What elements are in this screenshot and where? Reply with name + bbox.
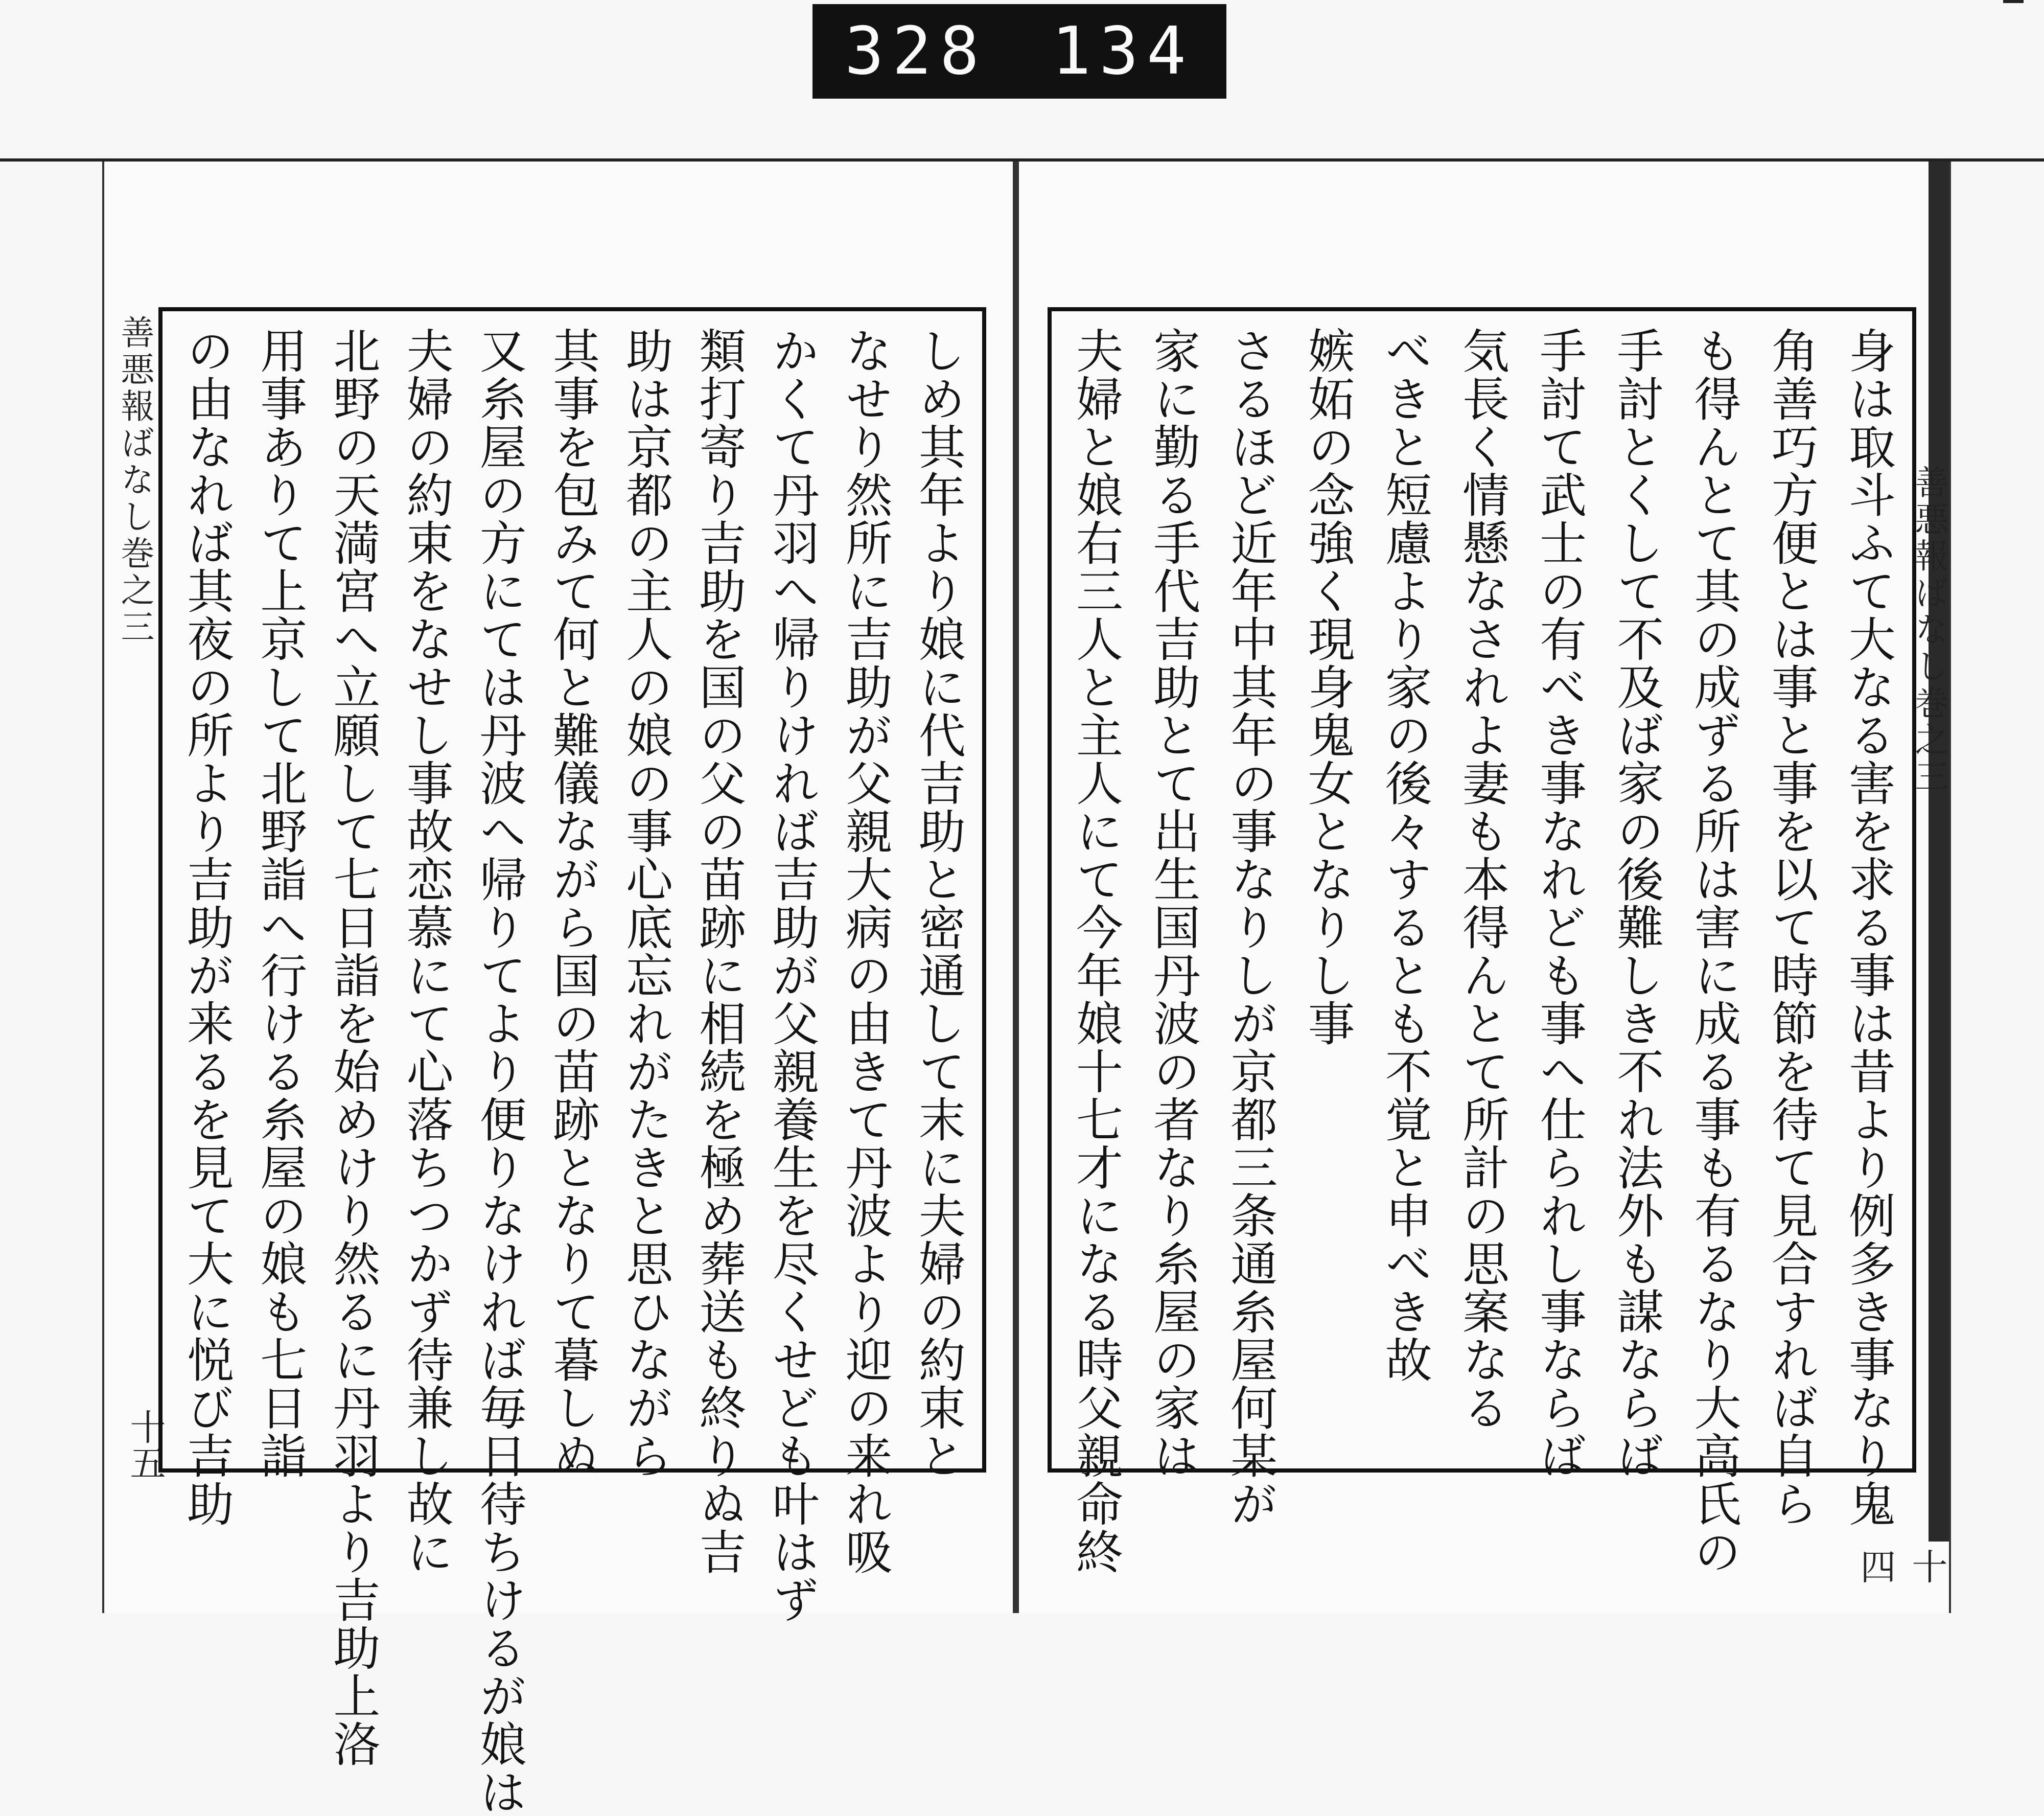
frame-counter xyxy=(812,4,1226,99)
text-column: 其事を包みて何と難儀ながら国の苗跡となりて暮しぬ xyxy=(545,327,600,1480)
text-column: しめ其年より娘に代吉助と密通して末に夫婦の約束と xyxy=(911,327,966,1480)
right-text-frame xyxy=(1048,307,1948,1584)
text-column: 気長く情懸なされよ妻も本得んとて所計の思案なる xyxy=(1454,327,1509,1432)
text-column: 用事ありて上京して北野詣へ行ける糸屋の娘も七日詣 xyxy=(252,327,308,1480)
text-column: 身は取斗ふて大なる害を求る事は昔より例多き事なり鬼 xyxy=(1841,327,1896,1528)
text-column: 手討とくして不及ば家の後難しき不れ法外も謀ならば xyxy=(1609,327,1664,1480)
book-spread xyxy=(102,162,1952,1816)
right-folio: 十四 xyxy=(1854,1548,1948,1584)
text-column: 夫婦の約束をなせし事故恋慕にて心落ちつかず待兼し故に xyxy=(399,327,454,1576)
right-margin-title: 善悪報ばなし巻之三 xyxy=(1909,465,1948,796)
chapter-heading: 嫉妬の念強く現身鬼女となりし事 xyxy=(1300,327,1355,1047)
right-columns xyxy=(1069,327,1896,1576)
left-columns xyxy=(179,327,966,1816)
text-column: 又糸屋の方にては丹波へ帰りてより便りなければ毎日待ちけるが娘は xyxy=(472,327,527,1816)
binding-gutter xyxy=(1013,162,1017,1613)
left-folio: 十五 xyxy=(124,1409,166,1480)
text-column: かくて丹羽へ帰りければ吉助が父親養生を尽くせども叶はず xyxy=(764,327,820,1624)
counter-frame: 134 xyxy=(1051,13,1195,89)
text-column: 類打寄り吉助を国の父の苗跡に相続を極め葬送も終りぬ吉 xyxy=(691,327,747,1576)
left-text-frame xyxy=(158,307,986,1816)
text-column: 角善巧方便とは事と事を以て時節を待て見合すれば自ら xyxy=(1763,327,1819,1528)
text-column: 北野の天満宮へ立願して七日詣を始めけり然るに丹羽より吉助上洛 xyxy=(326,327,381,1768)
text-column: さるほど近年中其年の事なりしが京都三条通糸屋何某が xyxy=(1223,327,1278,1528)
left-margin-title: 善悪報ばなし巻之三 xyxy=(115,315,154,646)
text-column: べきと短慮より家の後々するとも不覚と申べき故 xyxy=(1377,327,1432,1384)
text-column: も得んとて其の成ずる所は害に成る事も有るなり大高氏の xyxy=(1686,327,1741,1576)
text-column: 助は京都の主人の娘の事心底忘れがたきと思ひながら xyxy=(618,327,673,1480)
text-column: の由なれば其夜の所より吉助が来るを見て大に悦び吉助 xyxy=(179,327,234,1528)
counter-reel: 328 xyxy=(844,13,988,89)
text-column: 夫婦と娘右三人と主人にて今年娘十七才になる時父親命終 xyxy=(1069,327,1123,1576)
text-column: 手討て武士の有べき事なれども事へ仕られし事ならば xyxy=(1532,327,1587,1480)
text-column: なせり然所に吉助が父親大病の由きて丹波より迎の来れ吸 xyxy=(838,327,893,1576)
corner-mark xyxy=(2003,0,2024,13)
text-column: 家に勤る手代吉助とて出生国丹波の者なり糸屋の家は xyxy=(1146,327,1201,1480)
